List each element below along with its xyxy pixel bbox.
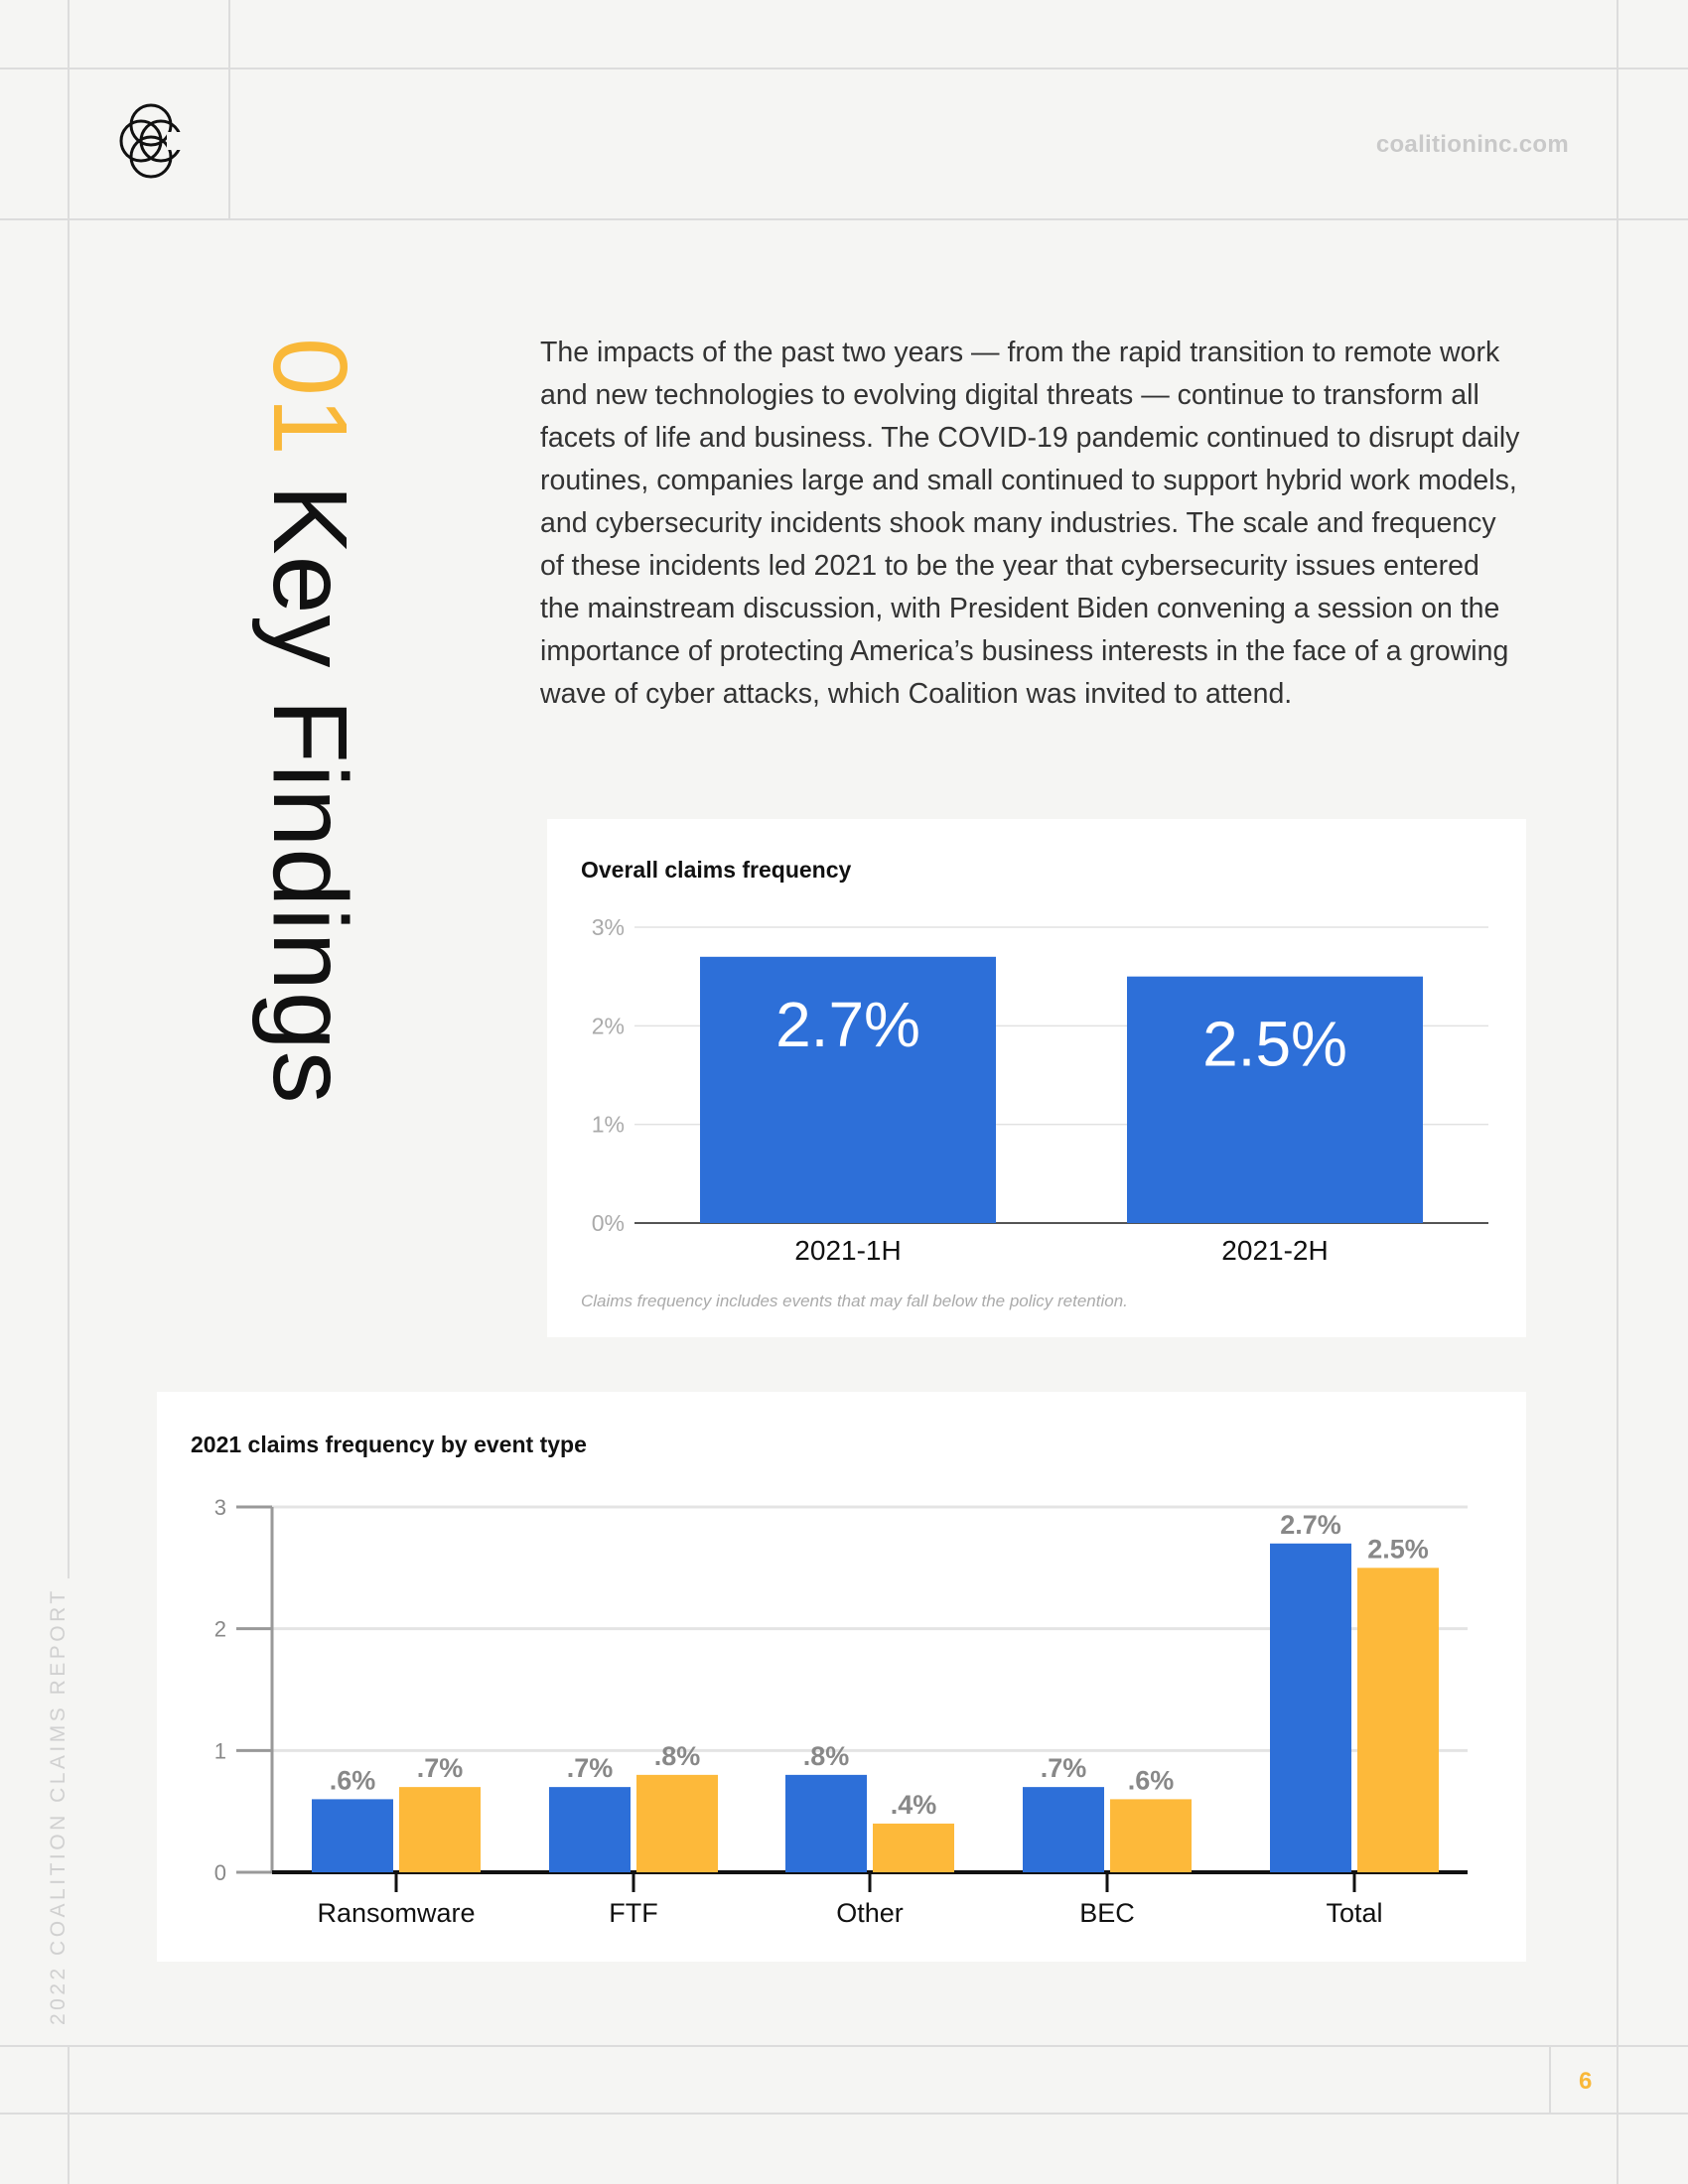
event-type-chart-card xyxy=(157,1392,1526,1962)
bar-value-label: .7% xyxy=(416,1753,464,1784)
frame-line xyxy=(0,2045,1688,2047)
section-number: 01 xyxy=(251,338,368,457)
page-number: 6 xyxy=(1579,2068,1593,2095)
y-tick-label: 3 xyxy=(213,1495,226,1520)
frame-line xyxy=(68,0,70,1578)
x-category-label: FTF xyxy=(609,1898,658,1928)
chart-title: Overall claims frequency xyxy=(581,857,852,883)
y-tick-label: 0 xyxy=(213,1860,226,1885)
site-url: coalitioninc.com xyxy=(1375,131,1569,158)
y-tick-label: 0% xyxy=(591,1210,625,1236)
bar-value-label: .8% xyxy=(802,1740,850,1771)
y-tick-label: 3% xyxy=(591,914,625,940)
bar xyxy=(1023,1787,1104,1872)
y-tick-label: 1% xyxy=(591,1111,625,1138)
bar-value-label: 2.5% xyxy=(1202,1008,1347,1080)
frame-line xyxy=(228,0,230,220)
intro-paragraph: The impacts of the past two years — from the rapid transition to remote work and new technologies to evolving digital threats — continue to transform all facets of life and business. The COVID-19 pandemic continued to disrupt daily routines, companies large and small continued to support hybrid work models, and cybersecurity incidents shook many industries. The scale and frequency of these incidents led 2021 to be the year that cybersecurity issues entered the mainstream discussion, with President Biden convening a session on the importance of protecting America’s business interests in the face of a growing wave of cyber attacks, which Coalition was invited to attend. xyxy=(540,337,1520,710)
y-tick-label: 2 xyxy=(213,1616,226,1642)
overall-claims-chart xyxy=(547,819,1526,1286)
frame-line xyxy=(68,2045,70,2184)
bar-value-label: .8% xyxy=(653,1740,701,1771)
bar-value-label: .4% xyxy=(890,1789,937,1820)
bar xyxy=(636,1775,718,1872)
x-category-label: 2021-2H xyxy=(1221,1235,1329,1266)
event-type-chart xyxy=(157,1392,1526,1962)
chart-title: 2021 claims frequency by event type xyxy=(191,1432,587,1457)
section-heading xyxy=(249,338,369,1105)
bar-value-label: 2.5% xyxy=(1367,1534,1429,1565)
y-tick-label: 2% xyxy=(591,1013,625,1039)
y-tick-label: 1 xyxy=(213,1738,226,1764)
chart-footnote: Claims frequency includes events that may fall below the policy retention. xyxy=(581,1292,1128,1310)
frame-line xyxy=(0,218,1688,220)
bar-value-label: 2.7% xyxy=(1280,1509,1341,1540)
frame-line xyxy=(0,2113,1688,2115)
section-title: Key Findings xyxy=(251,483,368,1105)
bar xyxy=(1357,1568,1439,1872)
bar xyxy=(785,1775,867,1872)
bar-value-label: .7% xyxy=(566,1753,614,1784)
coalition-logo-icon xyxy=(109,99,193,183)
bar xyxy=(312,1799,393,1872)
bar-value-label: .7% xyxy=(1040,1753,1087,1784)
frame-line xyxy=(1549,2045,1551,2115)
x-category-label: Other xyxy=(836,1898,904,1928)
frame-line xyxy=(0,68,1688,69)
x-category-label: Ransomware xyxy=(317,1898,476,1928)
bar-value-label: .6% xyxy=(329,1765,376,1796)
bar-value-label: 2.7% xyxy=(775,988,920,1060)
x-category-label: BEC xyxy=(1079,1898,1135,1928)
frame-line xyxy=(1617,0,1618,2184)
x-category-label: 2021-1H xyxy=(794,1235,902,1266)
bar xyxy=(1270,1544,1351,1872)
bar xyxy=(873,1824,954,1872)
bar-value-label: .6% xyxy=(1127,1765,1175,1796)
x-category-label: Total xyxy=(1326,1898,1383,1928)
bar xyxy=(549,1787,631,1872)
report-label: 2022 COALITION CLAIMS REPORT xyxy=(47,1587,70,2025)
overall-claims-chart-card xyxy=(547,819,1526,1337)
bar xyxy=(1110,1799,1192,1872)
bar xyxy=(399,1787,481,1872)
